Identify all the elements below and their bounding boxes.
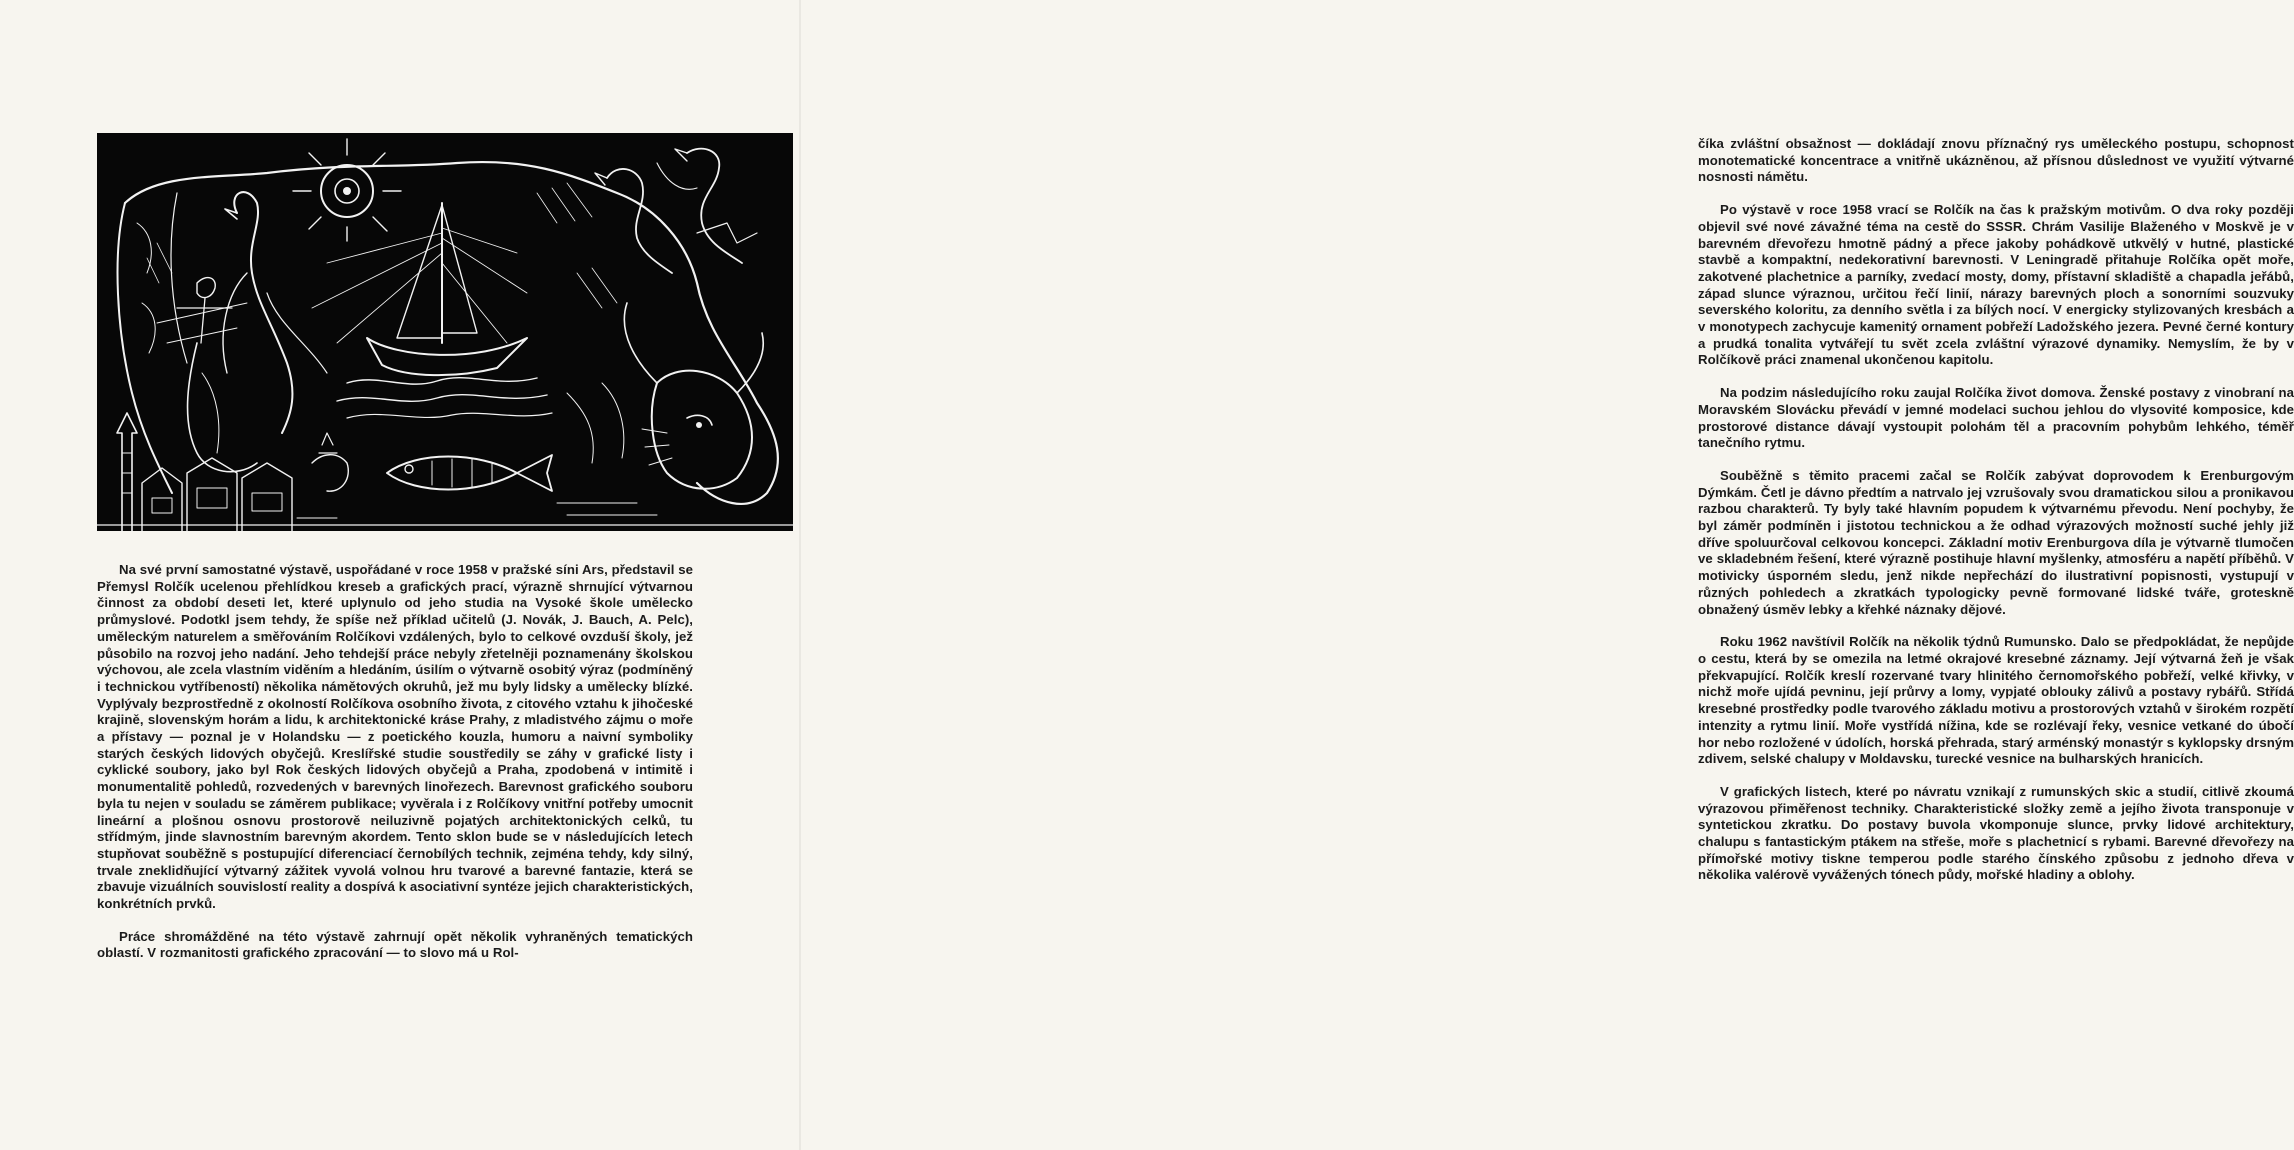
woodcut-illustration xyxy=(97,133,793,531)
paragraph: Na své první samostatné výstavě, uspořádané v roce 1958 v pražské síni Ars, představil se Přemysl Rolčík ucelenou přehlídkou kreseb a grafických prací, výrazně shrnující výtvarnou činnost za období deseti let, které uplynulo od jeho studia na Vysoké škole umělecko průmyslové. Podotkl jsem tehdy, že spíše než příklad učitelů (J. Novák, J. Bauch, A. Pelc), uměleckým naturelem a směřováním Rolčíkovi vzdálených, bylo to celkové ovzduší školy, jež působilo na rozvoj jeho nadání. Jeho tehdejší práce nebyly zřetelněji poznamenány školskou výchovou, ale zcela vlastním viděním a hledáním, úsilím o výtvarně osobitý výraz (podmíněný i technickou vytříbeností) několika námětových okruhů, jež mu byly lidsky a umělecky blízké. Vyplývaly bezprostředně z okolností Rolčíkova osobního života, z citového vztahu k jihočeské krajině, slovenským horám a lidu, k architektonické kráse Prahy, z mladistvého zájmu o moře a přístavy — poznal je v Holandsku — z poetického kouzla, humoru a naivní symboliky starých českých lidových obyčejů. Kreslířské studie soustředily se záhy v grafické listy i cyklické soubory, jako byl Rok českých lidových obyčejů a Praha, zpodobená v intimitě i monumentalitě pohledů, rozvedených v barevných linořezech. Barevnost grafického souboru byla tu nejen v souladu se záměrem publikace; vyvěrala i z Rolčíkovy vnitřní potřeby umocnit lineární a plošnou osnovu prostorově neiluzivně pojatých architektonických celků, tu střídmým, jinde slavnostním barevným akordem. Tento sklon bude se v následujících letech stupňovat souběžně s postupující diferenciací černobílých technik, zejména tehdy, kdy silný, trvale zneklidňující výtvarný zážitek vyvolá volnou hru tvarové a barevné fantazie, která se zbavuje vizuálních souvislostí reality a dospívá k asociativní syntéze jejich charakteristických, konkrétních prvků. xyxy=(97,562,693,912)
left-page xyxy=(0,0,800,1150)
paragraph: Souběžně s těmito pracemi začal se Rolčík zabývat doprovodem k Erenburgovým Dýmkám. Četl je dávno předtím a natrvalo jej vzrušovaly svou dramatickou silou a pronikavou razbou charakterů. Ty byly také hlavním popudem k výtvarnému převodu. Není pochyby, že byl záměr podmíněn i jistotou technickou a že odhad výrazových možností suché jehly již dříve spoluurčoval celkovou koncepci. Základní motiv Erenburgova díla je výtvarně tlumočen ve skladebném řešení, které výrazně postihuje hlavní myšlenky, atmosféru a napětí příběhů. V motivicky úsporném sledu, jenž nikde nepřechází do ilustrativní popisnosti, vystupují v různých pohledech a zkratkách typologicky pevně formované lidské tváře, groteskně obnažený úsměv lebky a křehké náznaky dějové. xyxy=(1698,467,2294,617)
paragraph: Na podzim následujícího roku zaujal Rolčíka život domova. Ženské postavy z vinobraní na Moravském Slovácku převádí v jemné modelaci suchou jehlou do vlysovité komposice, kde prostorové distance dávají vystoupit polohám těl a pracovním pohybům lehkého, téměř tanečního rytmu. xyxy=(1698,385,2294,451)
paragraph-continuation: číka zvláštní obsažnost — dokládají znovu příznačný rys uměleckého postupu, schopnost monotematické koncentrace a vnitřně ukázněnou, až přísnou důslednost ve využití výtvarné nosnosti námětu. xyxy=(1698,136,2294,185)
paragraph: Práce shromážděné na této výstavě zahrnují opět několik vyhraněných tematických oblastí. V rozmanitosti grafického zpracování — to slovo má u Rol- xyxy=(97,928,693,961)
paragraph: Po výstavě v roce 1958 vrací se Rolčík na čas k pražským motivům. O dva roky později objevil své nové závažné téma na cestě do SSSR. Chrám Vasilije Blaženého v Moskvě je v barevném dřevořezu hmotně pádný a přece jakoby pohádkově utkvělý v hutné, plastické stavbě a kompaktní, nedekorativní barevnosti. V Leningradě přitahuje Rolčíka opět moře, zakotvené plachetnice a parníky, zvedací mosty, domy, přístavní skladiště a chapadla jeřábů, západ slunce výraznou, určitou řečí linií, nárazy barevných ploch a sonorními souzvuky severského koloritu, za denního světla i za bílých nocí. V energicky stylizovaných kresbách a v monotypech zachycuje kamenitý ornament pobřeží Ladožského jezera. Pevné černé kontury a prudká tonalita vytvářejí tu svět zcela zvláštní výrazové dynamiky. Nemyslím, že by v Rolčíkově práci znamenal ukončenou kapitolu. xyxy=(1698,202,2294,368)
paragraph: Roku 1962 navštívil Rolčík na několik týdnů Rumunsko. Dalo se předpokládat, že nepůjde o cestu, která by se omezila na letmé okrajové kresebné záznamy. Její výtvarná žeň je však překvapující. Rolčík kreslí rozervané tvary hlinitého černomořského pobřeží, velké křivky, v nichž moře ujídá pevninu, její průrvy a lomy, vypjaté oblouky zálivů a postavy rybářů. Střídá kresebné prostředky podle tvarového základu motivu a prostorových vztahů v širokém rozpětí intenzity a rytmu linií. Moře vystřídá nížina, kde se rozlévají řeky, vesnice vetkané do úbočí hor nebo rozložené v údolích, horská přehrada, starý arménský monastýr s kyklopsky drsným zdivem, selské chalupy v Moldavsku, turecké vesnice na bulharských hranicích. xyxy=(1698,634,2294,767)
paragraph: V grafických listech, které po návratu vznikají z rumunských skic a studií, citlivě zkoumá výrazovou přiměřenost techniky. Charakteristické složky země a jejího života transponuje v syntetickou zkratku. Do postavy buvola vkomponuje slunce, prvky lidové architektury, chalupu s fantastickým ptákem na střeše, moře s plachetnicí s rybami. Barevné dřevořezy na přímořské motivy tiskne temperou podle starého čínského způsobu z jednoho dřeva v několika valérově vyvážených tónech půdy, mořské hladiny a oblohy. xyxy=(1698,783,2294,883)
right-page xyxy=(800,0,2294,1150)
left-page-text xyxy=(97,562,693,978)
right-page-text xyxy=(1698,136,2294,900)
